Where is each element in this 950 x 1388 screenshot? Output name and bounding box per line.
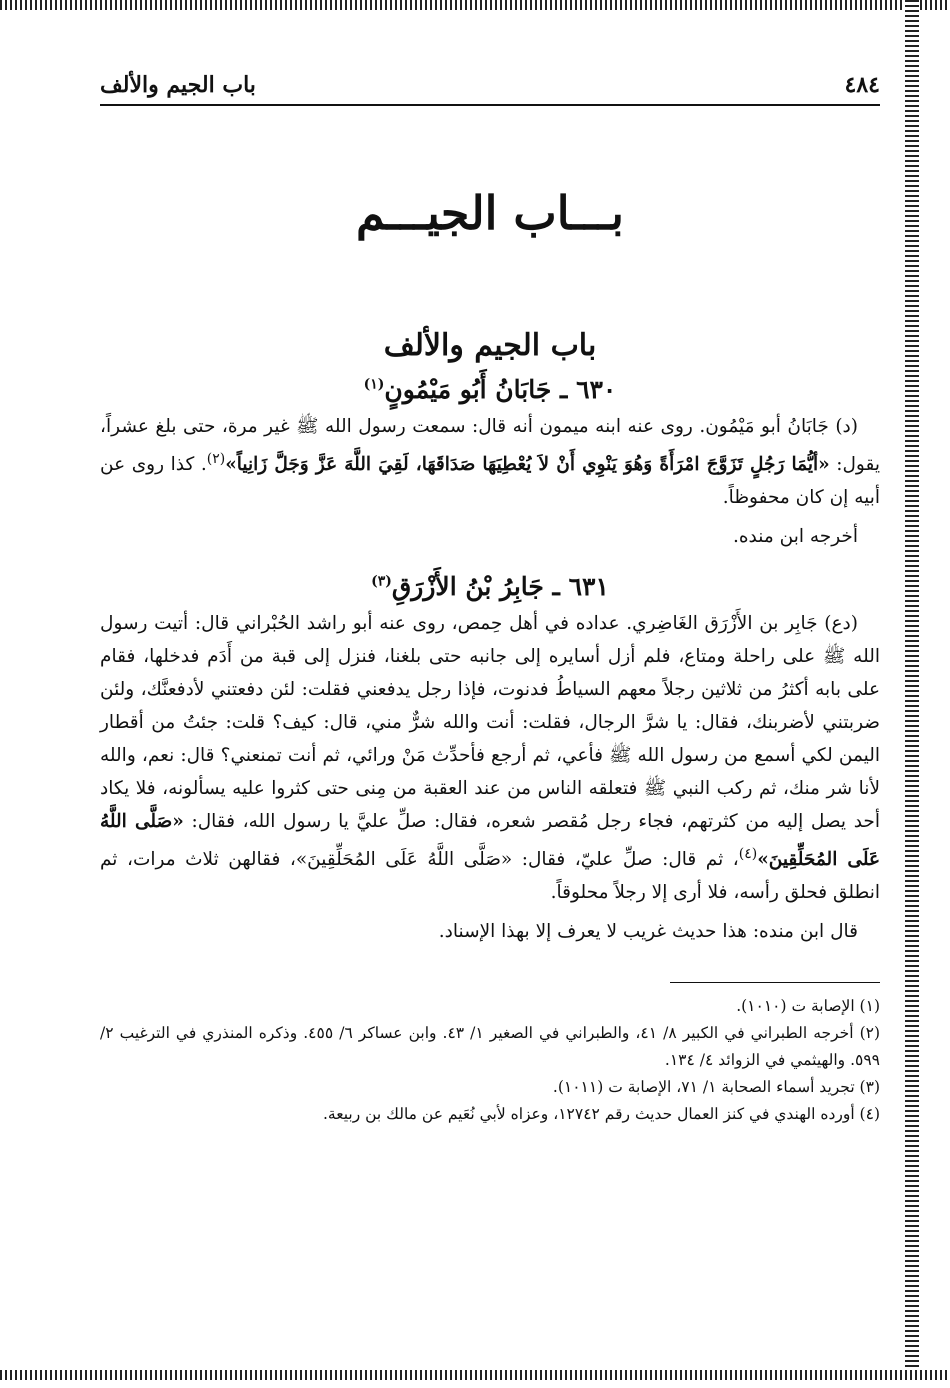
footnote-4: (٤) أورده الهندي في كنز العمال حديث رقم ١٢٧٤٢، وعزاه لأبي نُعَيم عن مالك بن ربيعة. bbox=[323, 1104, 880, 1123]
source-note: قال ابن منده: هذا حديث غريب لا يعرف إلا بهذا الإسناد. bbox=[438, 920, 858, 942]
entry-body bbox=[100, 410, 880, 514]
entry-630 bbox=[100, 375, 880, 553]
footnote-ref: (٤) bbox=[738, 845, 758, 862]
decorative-border-right bbox=[905, 0, 919, 1380]
footnote-ref: (٣) bbox=[371, 573, 392, 590]
entry-title bbox=[100, 375, 880, 404]
footnote-ref: (١) bbox=[363, 376, 385, 393]
footnote-divider bbox=[670, 982, 880, 983]
body-text: ، ثم قال: صلِّ عليّ، فقال: «صَلَّى اللَّهُ عَلَى المُحَلِّقِينَ»، فقالهن ثلاث مرات، ثم انطلق فحلق رأسه، فلا أرى إلا رجلاً محلوقاً. bbox=[100, 848, 880, 903]
source-note: أخرجه ابن منده. bbox=[732, 526, 858, 548]
decorative-border-bottom bbox=[0, 1370, 950, 1380]
hadith-text: «أيُّمَا رَجُلٍ تَزَوَّجَ امْرَأَةً وَهُوَ يَنْوِي أَنْ لاَ يُعْطِيَهَا صَدَاقَهَا، لَقِيَ اللَّهَ عَزَّ وَجَلَّ زَانِياً» bbox=[225, 454, 830, 476]
section-title: باب الجيم والألف bbox=[383, 328, 597, 363]
footnote-2: (٢) أخرجه الطبراني في الكبير ٨/ ٤١، والطبراني في الصغير ١/ ٤٣. وابن عساكر ٦/ ٤٥٥. وذكره المنذري في الترغيب ٢/ ٥٩٩. والهيثمي في الزوائد ٤/ ١٣٤. bbox=[100, 1023, 881, 1069]
entry-631 bbox=[100, 572, 880, 948]
footnote-3: (٣) تجريد أسماء الصحابة ١/ ٧١، الإصابة ت (١٠١١). bbox=[552, 1077, 880, 1096]
footnote-ref: (٢) bbox=[206, 451, 226, 467]
footnote-1: (١) الإصابة ت (١٠١٠). bbox=[736, 996, 880, 1015]
footnotes bbox=[100, 993, 880, 1128]
body-text: (د) جَابَانُ أبو مَيْمُون. روى عنه ابنه ميمون أنه قال: سمعت رسول الله ﷺ غير مرة، حتى بلغ عشراً، يقول: bbox=[100, 416, 880, 476]
entry-body bbox=[100, 607, 880, 909]
running-header bbox=[100, 72, 880, 106]
running-title: باب الجيم والألف bbox=[100, 72, 256, 98]
body-text: . كذا روى عن أبيه إن كان محفوظاً. bbox=[100, 454, 880, 509]
decorative-border-top bbox=[0, 0, 950, 10]
page-number: ٤٨٤ bbox=[844, 72, 880, 98]
book-page bbox=[100, 72, 880, 1128]
chapter-title: بـــاب الجيـــم bbox=[356, 186, 624, 240]
body-text: (دع) جَابِر بن الأَزْرَق الغَاضِري. عداده في أهل حِمص، روى عنه أبو راشد الحُبْراني قال: أتيت رسول الله ﷺ على راحلة ومتاع، فلم أزل أسايره إلى جانبه حتى بلغنا، فنزل إلى قبة من أَدَم فدخلها، فقام على بابه أكثرُ من ثلاثين رجلاً معهم السياطُ فدنوت، فإذا رجل يدفعني فقلت: لئن دفعتني لأدفعنَّك، ولئن ضربتني لأضربنك، فقال: يا شرَّ الرجال، فقلت: أنت والله شرٌّ مني، قال: كيف؟ قلت: جئتُ من أقطار اليمن لكي أسمع من رسول الله ﷺ فأعي، ثم أرجع فأحدِّث مَنْ ورائي، ثم أنت تمنعني؟ قال: نعم، والله لأنا شر منك، ثم ركب النبي ﷺ فتعلقه الناس من عند العقبة من مِنى حتى كثروا عليه يسألونه، فلا يكاد أحد يصل إليه من كثرتهم، فجاء رجل مُقصر شعره، فقال: صلِّ عليَّ يا رسول الله، فقال: bbox=[100, 612, 881, 832]
entry-heading-text: ٦٣٠ ـ جَابَانُ أَبُو مَيْمُونٍ bbox=[384, 375, 617, 404]
entry-heading-text: ٦٣١ ـ جَابِرُ بْنُ الأَزْرَقِ bbox=[391, 571, 609, 601]
entry-title bbox=[100, 572, 880, 601]
hadith-text: «صَلَّى اللَّهُ عَلَى المُحَلِّقِينَ» bbox=[100, 810, 880, 870]
